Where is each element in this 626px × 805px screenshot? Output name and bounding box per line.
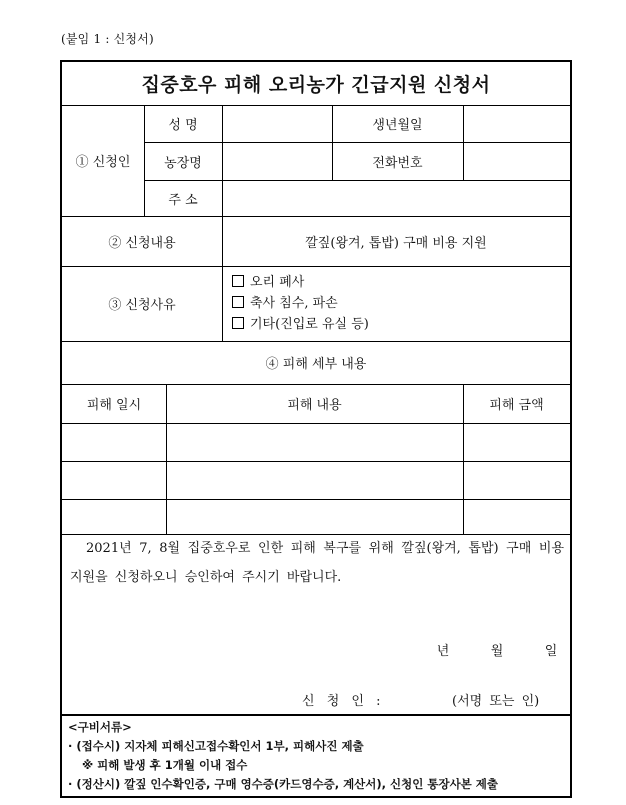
details-cell-date[interactable] [62,461,166,499]
details-cell-amount[interactable] [463,499,570,534]
applicant-section-label: ① 신청인 [75,155,131,170]
phone-label: 전화번호 [372,155,423,171]
content-label: ② 신청내용 [108,235,176,251]
reason-options [232,272,369,335]
date-year: 년 [436,644,450,659]
content-value: 깔짚(왕겨, 톱밥) 구매 비용 지원 [305,235,487,251]
reason-option-label: 기타(진입로 유실 등) [250,317,369,332]
reason-option-other[interactable] [232,314,369,335]
date-day: 일 [544,644,558,659]
documents-item: · (접수시) 지자체 피해신고접수확인서 1부, 피해사진 제출 [68,739,364,753]
details-cell-amount[interactable] [463,423,570,461]
details-cell-content[interactable] [166,499,463,534]
signature-note: (서명 또는 인) [452,694,540,709]
details-cell-date[interactable] [62,499,166,534]
details-header-date: 피해 일시 [86,398,142,413]
details-cell-content[interactable] [166,423,463,461]
signature-label: 신 청 인 : [302,694,381,709]
attachment-note: (붙임 1 : 신청서) [61,32,154,46]
birth-label: 생년월일 [372,118,423,133]
name-field[interactable] [222,105,332,142]
date-line [436,640,558,659]
address-label: 주 소 [168,192,198,208]
reason-label: ③ 신청사유 [108,298,176,313]
details-section-label: ④ 피해 세부 내용 [265,357,367,372]
date-month: 월 [490,644,504,659]
declaration-text: 2021년 7, 8월 집중호우로 인한 피해 복구를 위해 깔짚(왕겨, 톱밥) 구매 비용 지원을 신청하오니 승인하여 주시기 바랍니다. [70,541,564,585]
checkbox-icon[interactable] [232,296,244,308]
details-header-content: 피해 내용 [287,398,342,413]
documents-note: ※ 피해 발생 후 1개월 이내 접수 [82,758,248,772]
reason-option-label: 오리 폐사 [250,275,305,290]
farm-label: 농장명 [164,155,202,171]
signature-line [302,690,540,709]
farm-field[interactable] [222,142,332,180]
birth-field[interactable] [463,105,570,142]
address-field[interactable] [222,180,570,216]
reason-option-barn-damage[interactable] [232,293,369,314]
details-cell-amount[interactable] [463,461,570,499]
details-cell-content[interactable] [166,461,463,499]
checkbox-icon[interactable] [232,317,244,329]
checkbox-icon[interactable] [232,275,244,287]
form-title: 집중호우 피해 오리농가 긴급지원 신청서 [141,74,491,96]
application-form [60,60,572,798]
details-cell-date[interactable] [62,423,166,461]
phone-field[interactable] [463,142,570,180]
details-header-amount: 피해 금액 [489,398,544,413]
required-documents [62,714,570,796]
name-label: 성 명 [168,118,198,133]
documents-header: <구비서류> [68,720,132,734]
documents-item: · (정산시) 깔짚 인수확인증, 구매 영수증(카드영수증, 계산서), 신청인 통장사본 제출 [68,777,499,791]
reason-option-label: 축사 침수, 파손 [250,296,338,311]
reason-option-duck-death[interactable] [232,272,369,293]
